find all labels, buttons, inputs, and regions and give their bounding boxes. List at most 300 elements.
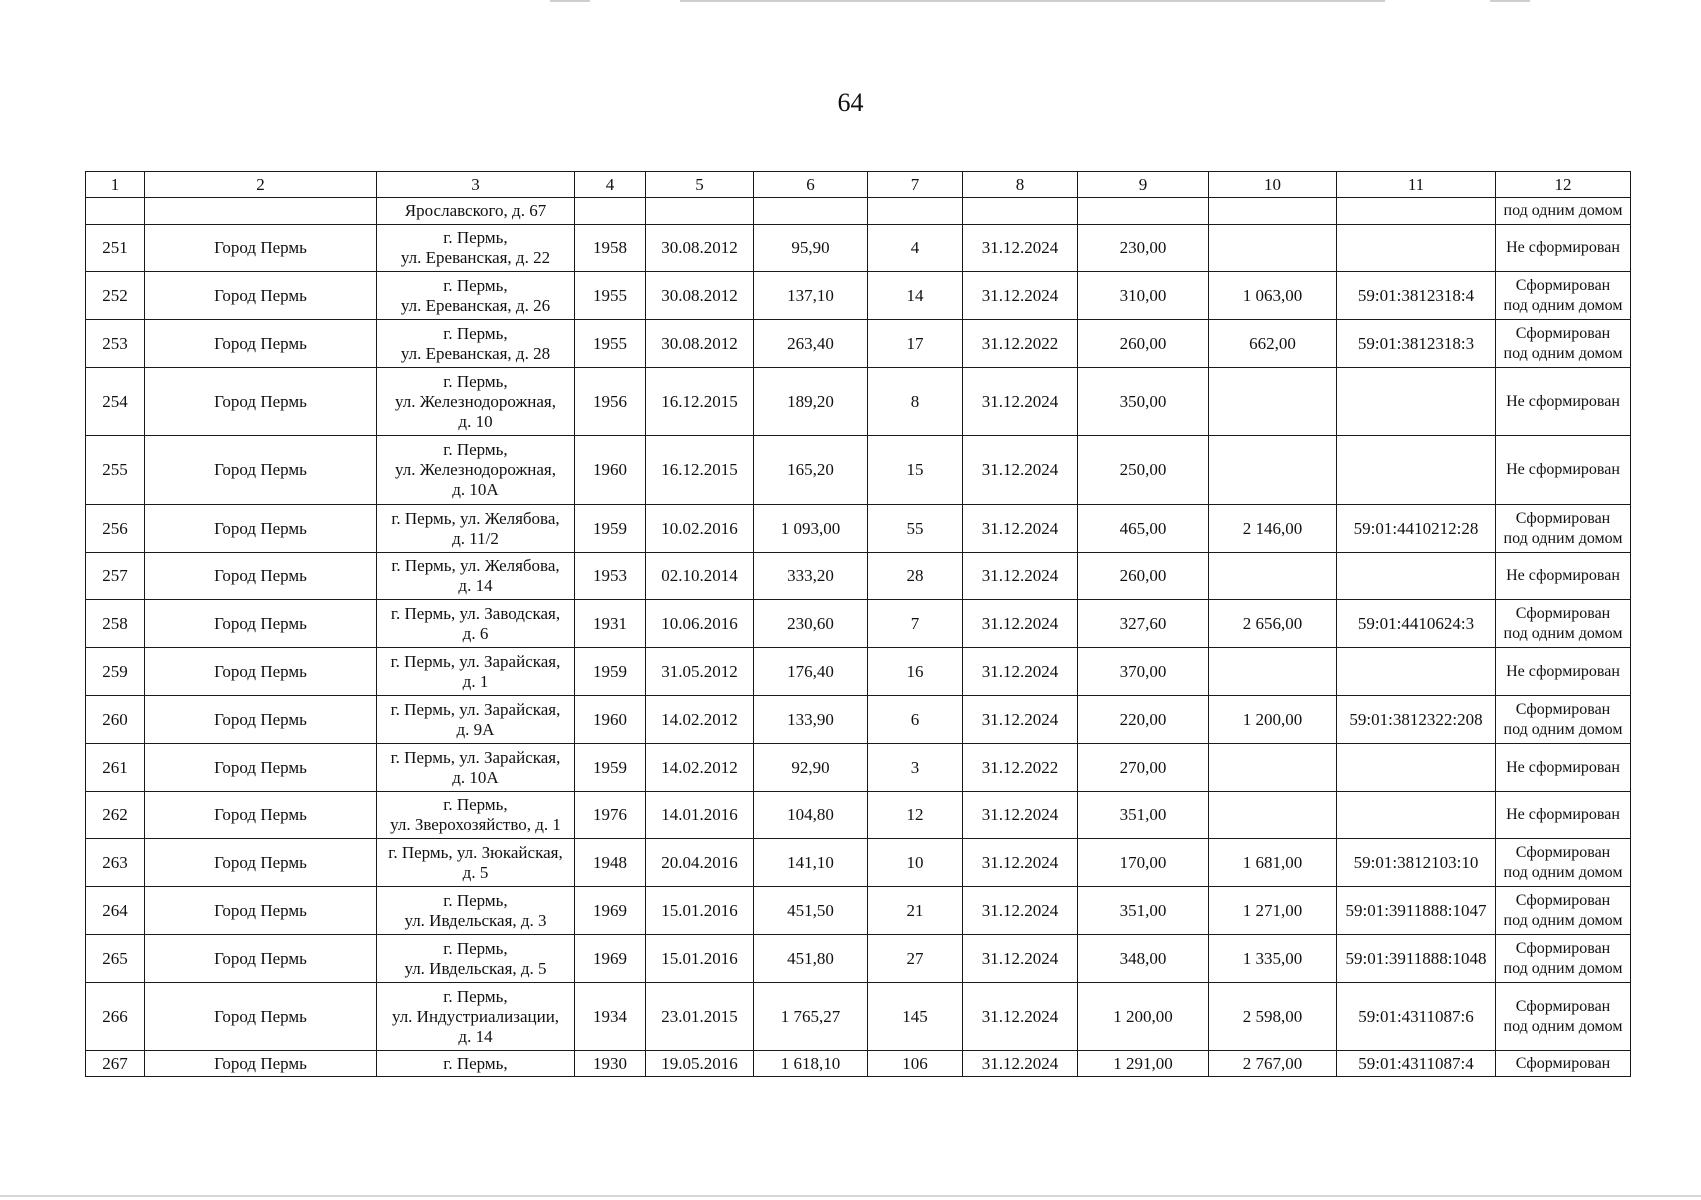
land-status-cell-line: Сформирован <box>1515 604 1611 622</box>
land-area-cell <box>1209 744 1337 792</box>
row-number-cell: 255 <box>86 436 145 505</box>
municipality-cell: Город Пермь <box>145 600 377 648</box>
column-header: 5 <box>646 172 754 198</box>
address-cell-line: д. 6 <box>462 623 489 643</box>
address-cell-line: ул. Ереванская, д. 28 <box>400 343 551 363</box>
municipality-cell: Город Пермь <box>145 792 377 839</box>
build-year-cell: 1960 <box>575 696 646 744</box>
residents-cell: 55 <box>868 505 963 553</box>
land-status-cell <box>1496 935 1631 983</box>
table-row <box>86 436 1631 505</box>
resettlement-deadline-cell: 31.12.2024 <box>963 935 1078 983</box>
land-area-cell: 662,00 <box>1209 320 1337 368</box>
table-row <box>86 320 1631 368</box>
address-cell <box>377 436 575 505</box>
cost-cell: 1 200,00 <box>1078 983 1209 1051</box>
address-cell-line: д. 10А <box>452 767 499 787</box>
build-year-cell: 1959 <box>575 744 646 792</box>
recognition-date-cell: 30.08.2012 <box>646 320 754 368</box>
land-status-cell <box>1496 505 1631 553</box>
table-row <box>86 887 1631 935</box>
build-year-cell: 1955 <box>575 272 646 320</box>
address-cell-line: г. Пермь, <box>443 440 508 459</box>
address-cell-line: г. Пермь, <box>443 1053 508 1073</box>
table-row <box>86 935 1631 983</box>
land-status-cell-line: Не сформирован <box>1506 662 1620 680</box>
recognition-date-cell: 10.06.2016 <box>646 600 754 648</box>
land-status-cell-line: под одним домом <box>1503 911 1623 929</box>
address-cell <box>377 696 575 744</box>
address-cell <box>377 225 575 272</box>
address-cell <box>377 839 575 887</box>
address-cell <box>377 1051 575 1077</box>
table-row <box>86 1051 1631 1077</box>
address-cell-line: д. 11/2 <box>452 528 499 548</box>
build-year-cell: 1976 <box>575 792 646 839</box>
address-cell-line: ул. Зверохозяйство, д. 1 <box>390 815 561 834</box>
municipality-cell: Город Пермь <box>145 839 377 887</box>
table-row <box>86 272 1631 320</box>
housing-register-table <box>85 171 1631 1077</box>
address-cell-line: г. Пермь, ул. Зюкайская, <box>388 842 563 862</box>
resettlement-deadline-cell: 31.12.2022 <box>963 320 1078 368</box>
table-row <box>86 792 1631 839</box>
cadastral-number-cell <box>1337 436 1496 505</box>
land-status-cell-line: Не сформирован <box>1506 239 1620 256</box>
area-cell: 104,80 <box>754 792 868 839</box>
area-cell: 92,90 <box>754 744 868 792</box>
table-row <box>86 225 1631 272</box>
row-number-cell: 266 <box>86 983 145 1051</box>
address-cell: Ярославского, д. 67 <box>377 198 575 225</box>
address-cell-line: г. Пермь, ул. Зарайская, <box>390 747 561 767</box>
land-status-cell-line: Не сформирован <box>1506 392 1620 410</box>
area-cell: 1 093,00 <box>754 505 868 553</box>
resettlement-deadline-cell: 31.12.2022 <box>963 744 1078 792</box>
land-status-cell-line: под одним домом <box>1503 720 1623 738</box>
land-status-cell-line: под одним домом <box>1503 863 1623 881</box>
column-header: 2 <box>145 172 377 198</box>
address-cell <box>377 887 575 935</box>
address-cell <box>377 368 575 436</box>
recognition-date-cell: 30.08.2012 <box>646 272 754 320</box>
land-status-cell <box>1496 983 1631 1051</box>
address-cell <box>377 744 575 792</box>
residents-cell: 28 <box>868 553 963 600</box>
cadastral-number-cell <box>1337 744 1496 792</box>
land-status-cell <box>1496 792 1631 839</box>
row-number-cell: 260 <box>86 696 145 744</box>
cadastral-number-cell <box>1337 553 1496 600</box>
residents-cell: 15 <box>868 436 963 505</box>
municipality-cell: Город Пермь <box>145 648 377 696</box>
cadastral-number-cell: 59:01:4311087:6 <box>1337 983 1496 1051</box>
scan-edge-line <box>0 1195 1701 1197</box>
address-cell-line: д. 14 <box>458 576 493 595</box>
land-status-cell-line: Сформирован <box>1515 891 1611 909</box>
cost-cell: 270,00 <box>1078 744 1209 792</box>
residents-cell: 8 <box>868 368 963 436</box>
resettlement-deadline-cell: 31.12.2024 <box>963 839 1078 887</box>
address-cell-line: д. 14 <box>458 1026 493 1046</box>
address-cell <box>377 983 575 1051</box>
land-status-cell-line: под одним домом <box>1503 624 1623 642</box>
recognition-date-cell: 23.01.2015 <box>646 983 754 1051</box>
cost-cell: 370,00 <box>1078 648 1209 696</box>
table-row <box>86 648 1631 696</box>
column-header: 10 <box>1209 172 1337 198</box>
build-year-cell: 1953 <box>575 553 646 600</box>
row-number-cell: 253 <box>86 320 145 368</box>
scan-edge-line <box>1490 0 1530 2</box>
resettlement-deadline-cell: 31.12.2024 <box>963 368 1078 436</box>
land-area-cell: 1 200,00 <box>1209 696 1337 744</box>
build-year-cell: 1930 <box>575 1051 646 1077</box>
address-cell <box>377 505 575 553</box>
cadastral-number-cell: 59:01:3911888:1048 <box>1337 935 1496 983</box>
land-area-cell <box>1209 225 1337 272</box>
column-header: 11 <box>1337 172 1496 198</box>
cadastral-number-cell <box>1337 648 1496 696</box>
land-status-cell-line: Сформирован <box>1515 997 1611 1015</box>
address-cell <box>377 600 575 648</box>
address-cell <box>377 320 575 368</box>
address-cell-line: ул. Ивдельская, д. 5 <box>404 958 547 978</box>
column-header: 4 <box>575 172 646 198</box>
municipality-cell: Город Пермь <box>145 887 377 935</box>
municipality-cell: Город Пермь <box>145 935 377 983</box>
address-cell-line: г. Пермь, <box>443 890 508 910</box>
land-status-cell-line: Сформирован <box>1515 276 1611 294</box>
cadastral-number-cell: 59:01:3812322:208 <box>1337 696 1496 744</box>
cost-cell: 230,00 <box>1078 225 1209 272</box>
row-number-cell: 261 <box>86 744 145 792</box>
cost-cell: 351,00 <box>1078 792 1209 839</box>
address-cell-line: г. Пермь, <box>443 275 508 295</box>
recognition-date-cell: 15.01.2016 <box>646 935 754 983</box>
column-header: 12 <box>1496 172 1631 198</box>
area-cell: 230,60 <box>754 600 868 648</box>
land-status-cell <box>1496 225 1631 272</box>
area-cell: 333,20 <box>754 553 868 600</box>
cost-cell: 170,00 <box>1078 839 1209 887</box>
municipality-cell: Город Пермь <box>145 368 377 436</box>
cadastral-number-cell <box>1337 368 1496 436</box>
cost-cell: 260,00 <box>1078 320 1209 368</box>
area-cell: 176,40 <box>754 648 868 696</box>
recognition-date-cell: 14.01.2016 <box>646 792 754 839</box>
address-cell-line: г. Пермь, <box>443 986 508 1006</box>
cost-cell: 465,00 <box>1078 505 1209 553</box>
residents-cell: 145 <box>868 983 963 1051</box>
municipality-cell: Город Пермь <box>145 225 377 272</box>
residents-cell: 7 <box>868 600 963 648</box>
area-cell: 95,90 <box>754 225 868 272</box>
land-status-cell-line: Не сформирован <box>1506 758 1620 776</box>
residents-cell: 17 <box>868 320 963 368</box>
build-year-cell: 1955 <box>575 320 646 368</box>
land-area-cell: 2 146,00 <box>1209 505 1337 553</box>
scan-edge-line <box>680 0 1385 2</box>
land-area-cell: 2 656,00 <box>1209 600 1337 648</box>
land-area-cell <box>1209 368 1337 436</box>
recognition-date-cell: 15.01.2016 <box>646 887 754 935</box>
residents-cell: 4 <box>868 225 963 272</box>
resettlement-deadline-cell: 31.12.2024 <box>963 225 1078 272</box>
recognition-date-cell: 14.02.2012 <box>646 696 754 744</box>
recognition-date-cell: 10.02.2016 <box>646 505 754 553</box>
recognition-date-cell: 02.10.2014 <box>646 553 754 600</box>
cost-cell: 220,00 <box>1078 696 1209 744</box>
cadastral-number-cell <box>1337 792 1496 839</box>
cadastral-number-cell: 59:01:3812103:10 <box>1337 839 1496 887</box>
land-status-cell <box>1496 744 1631 792</box>
area-cell: 189,20 <box>754 368 868 436</box>
address-cell-line: г. Пермь, <box>443 371 508 391</box>
municipality-cell: Город Пермь <box>145 436 377 505</box>
build-year-cell: 1960 <box>575 436 646 505</box>
build-year-cell: 1931 <box>575 600 646 648</box>
recognition-date-cell: 31.05.2012 <box>646 648 754 696</box>
cadastral-number-cell <box>1337 225 1496 272</box>
land-status-cell <box>1496 648 1631 696</box>
land-status-cell <box>1496 320 1631 368</box>
resettlement-deadline-cell: 31.12.2024 <box>963 648 1078 696</box>
recognition-date-cell: 19.05.2016 <box>646 1051 754 1077</box>
area-cell: 141,10 <box>754 839 868 887</box>
land-status-cell <box>1496 600 1631 648</box>
row-number-cell: 257 <box>86 553 145 600</box>
column-header: 3 <box>377 172 575 198</box>
row-number-cell: 262 <box>86 792 145 839</box>
address-cell-line: д. 9А <box>456 719 495 739</box>
build-year-cell: 1934 <box>575 983 646 1051</box>
land-area-cell: 1 681,00 <box>1209 839 1337 887</box>
municipality-cell: Город Пермь <box>145 553 377 600</box>
municipality-cell: Город Пермь <box>145 320 377 368</box>
address-cell-line: ул. Железнодорожная, <box>395 460 556 479</box>
area-cell: 1 618,10 <box>754 1051 868 1077</box>
cadastral-number-cell: 59:01:3812318:3 <box>1337 320 1496 368</box>
column-header: 9 <box>1078 172 1209 198</box>
page-number: 64 <box>837 88 864 117</box>
cadastral-number-cell: 59:01:4311087:4 <box>1337 1051 1496 1077</box>
area-cell: 133,90 <box>754 696 868 744</box>
residents-cell: 10 <box>868 839 963 887</box>
row-number-cell: 258 <box>86 600 145 648</box>
table-row <box>86 600 1631 648</box>
cadastral-number-cell: 59:01:3812318:4 <box>1337 272 1496 320</box>
land-area-cell: 1 335,00 <box>1209 935 1337 983</box>
residents-cell: 14 <box>868 272 963 320</box>
row-number-cell: 263 <box>86 839 145 887</box>
area-cell: 1 765,27 <box>754 983 868 1051</box>
cadastral-number-cell: 59:01:4410624:3 <box>1337 600 1496 648</box>
cost-cell: 310,00 <box>1078 272 1209 320</box>
row-number-cell: 259 <box>86 648 145 696</box>
address-cell <box>377 272 575 320</box>
cost-cell: 348,00 <box>1078 935 1209 983</box>
column-header: 1 <box>86 172 145 198</box>
land-status-cell-line: под одним домом <box>1503 344 1623 362</box>
land-status-cell <box>1496 1051 1631 1077</box>
table-row <box>86 368 1631 436</box>
cadastral-number-cell: 59:01:4410212:28 <box>1337 505 1496 553</box>
land-status-cell-line: Не сформирован <box>1506 806 1620 823</box>
land-status-cell <box>1496 696 1631 744</box>
municipality-cell: Город Пермь <box>145 696 377 744</box>
land-status-cell-line: под одним домом <box>1503 529 1623 547</box>
land-area-cell: 2 767,00 <box>1209 1051 1337 1077</box>
land-area-cell <box>1209 436 1337 505</box>
resettlement-deadline-cell: 31.12.2024 <box>963 272 1078 320</box>
address-cell-line: ул. Индустриализации, <box>391 1006 560 1026</box>
column-number-row <box>86 172 1631 198</box>
area-cell: 263,40 <box>754 320 868 368</box>
residents-cell: 12 <box>868 792 963 839</box>
resettlement-deadline-cell: 31.12.2024 <box>963 887 1078 935</box>
resettlement-deadline-cell: 31.12.2024 <box>963 600 1078 648</box>
address-cell-line: д. 5 <box>462 862 489 882</box>
land-status-cell-line: под одним домом <box>1503 1017 1623 1035</box>
column-header: 7 <box>868 172 963 198</box>
land-status-cell-line: под одним домом <box>1503 296 1623 314</box>
address-cell <box>377 648 575 696</box>
address-cell-line: г. Пермь, ул. Зарайская, <box>390 651 561 671</box>
table-row <box>86 505 1631 553</box>
row-number-cell: 252 <box>86 272 145 320</box>
cadastral-number-cell: 59:01:3911888:1047 <box>1337 887 1496 935</box>
land-area-cell: 2 598,00 <box>1209 983 1337 1051</box>
address-cell-line: д. 1 <box>462 671 489 691</box>
land-status-cell-line: Не сформирован <box>1506 567 1620 584</box>
address-cell-line: г. Пермь, <box>443 938 508 958</box>
land-area-cell <box>1209 553 1337 600</box>
build-year-cell: 1969 <box>575 887 646 935</box>
resettlement-deadline-cell: 31.12.2024 <box>963 505 1078 553</box>
column-header: 6 <box>754 172 868 198</box>
municipality-cell: Город Пермь <box>145 505 377 553</box>
continuation-row <box>86 198 1631 225</box>
resettlement-deadline-cell: 31.12.2024 <box>963 792 1078 839</box>
area-cell: 165,20 <box>754 436 868 505</box>
cost-cell: 1 291,00 <box>1078 1051 1209 1077</box>
cost-cell: 250,00 <box>1078 436 1209 505</box>
resettlement-deadline-cell: 31.12.2024 <box>963 983 1078 1051</box>
address-cell-line: ул. Ивдельская, д. 3 <box>404 910 547 930</box>
table-row <box>86 553 1631 600</box>
status-cell: под одним домом <box>1496 198 1631 225</box>
land-status-cell-line: Сформирован <box>1515 324 1611 342</box>
residents-cell: 6 <box>868 696 963 744</box>
address-cell-line: д. 10 <box>458 411 493 431</box>
address-cell-line: г. Пермь, <box>443 228 508 247</box>
row-number-cell: 256 <box>86 505 145 553</box>
land-status-cell-line: Сформирован <box>1515 509 1611 527</box>
land-area-cell <box>1209 648 1337 696</box>
address-cell-line: г. Пермь, <box>443 323 508 343</box>
residents-cell: 16 <box>868 648 963 696</box>
resettlement-deadline-cell: 31.12.2024 <box>963 1051 1078 1077</box>
address-cell-line: г. Пермь, ул. Зарайская, <box>390 699 561 719</box>
build-year-cell: 1948 <box>575 839 646 887</box>
land-status-cell-line: Не сформирован <box>1506 461 1620 478</box>
land-status-cell <box>1496 368 1631 436</box>
recognition-date-cell: 16.12.2015 <box>646 436 754 505</box>
address-cell-line: ул. Ереванская, д. 26 <box>400 295 551 315</box>
row-number-cell: 265 <box>86 935 145 983</box>
address-cell <box>377 553 575 600</box>
land-area-cell: 1 271,00 <box>1209 887 1337 935</box>
area-cell: 451,50 <box>754 887 868 935</box>
address-cell-line: г. Пермь, <box>443 795 508 814</box>
resettlement-deadline-cell: 31.12.2024 <box>963 553 1078 600</box>
address-cell-line: ул. Ереванская, д. 22 <box>400 248 551 267</box>
row-number-cell: 254 <box>86 368 145 436</box>
land-status-cell <box>1496 839 1631 887</box>
municipality-cell: Город Пермь <box>145 272 377 320</box>
row-number-cell: 264 <box>86 887 145 935</box>
land-area-cell <box>1209 792 1337 839</box>
cost-cell: 327,60 <box>1078 600 1209 648</box>
build-year-cell: 1959 <box>575 648 646 696</box>
address-cell-line: ул. Железнодорожная, <box>395 391 556 411</box>
municipality-cell: Город Пермь <box>145 983 377 1051</box>
address-cell <box>377 792 575 839</box>
cost-cell: 351,00 <box>1078 887 1209 935</box>
residents-cell: 3 <box>868 744 963 792</box>
address-cell-line: д. 10А <box>452 480 499 499</box>
recognition-date-cell: 14.02.2012 <box>646 744 754 792</box>
address-cell-line: г. Пермь, ул. Желябова, <box>391 556 560 575</box>
cost-cell: 350,00 <box>1078 368 1209 436</box>
area-cell: 451,80 <box>754 935 868 983</box>
resettlement-deadline-cell: 31.12.2024 <box>963 696 1078 744</box>
cost-cell: 260,00 <box>1078 553 1209 600</box>
land-status-cell-line: Сформирован <box>1515 843 1611 861</box>
table-row <box>86 696 1631 744</box>
build-year-cell: 1956 <box>575 368 646 436</box>
land-status-cell-line: Сформирован <box>1515 1054 1611 1072</box>
row-number-cell: 267 <box>86 1051 145 1077</box>
resettlement-deadline-cell: 31.12.2024 <box>963 436 1078 505</box>
land-status-cell-line: Сформирован <box>1515 700 1611 718</box>
address-cell-line: г. Пермь, ул. Заводская, <box>390 603 561 623</box>
recognition-date-cell: 16.12.2015 <box>646 368 754 436</box>
land-status-cell <box>1496 272 1631 320</box>
row-number-cell: 251 <box>86 225 145 272</box>
residents-cell: 106 <box>868 1051 963 1077</box>
table-row <box>86 744 1631 792</box>
column-header: 8 <box>963 172 1078 198</box>
residents-cell: 21 <box>868 887 963 935</box>
address-cell <box>377 935 575 983</box>
recognition-date-cell: 20.04.2016 <box>646 839 754 887</box>
land-status-cell <box>1496 553 1631 600</box>
recognition-date-cell: 30.08.2012 <box>646 225 754 272</box>
table-row <box>86 839 1631 887</box>
municipality-cell: Город Пермь <box>145 744 377 792</box>
table-row <box>86 983 1631 1051</box>
scan-edge-line <box>550 0 590 2</box>
residents-cell: 27 <box>868 935 963 983</box>
land-status-cell <box>1496 887 1631 935</box>
land-status-cell-line: под одним домом <box>1503 959 1623 977</box>
build-year-cell: 1969 <box>575 935 646 983</box>
build-year-cell: 1959 <box>575 505 646 553</box>
address-cell-line: г. Пермь, ул. Желябова, <box>391 508 560 528</box>
land-status-cell <box>1496 436 1631 505</box>
